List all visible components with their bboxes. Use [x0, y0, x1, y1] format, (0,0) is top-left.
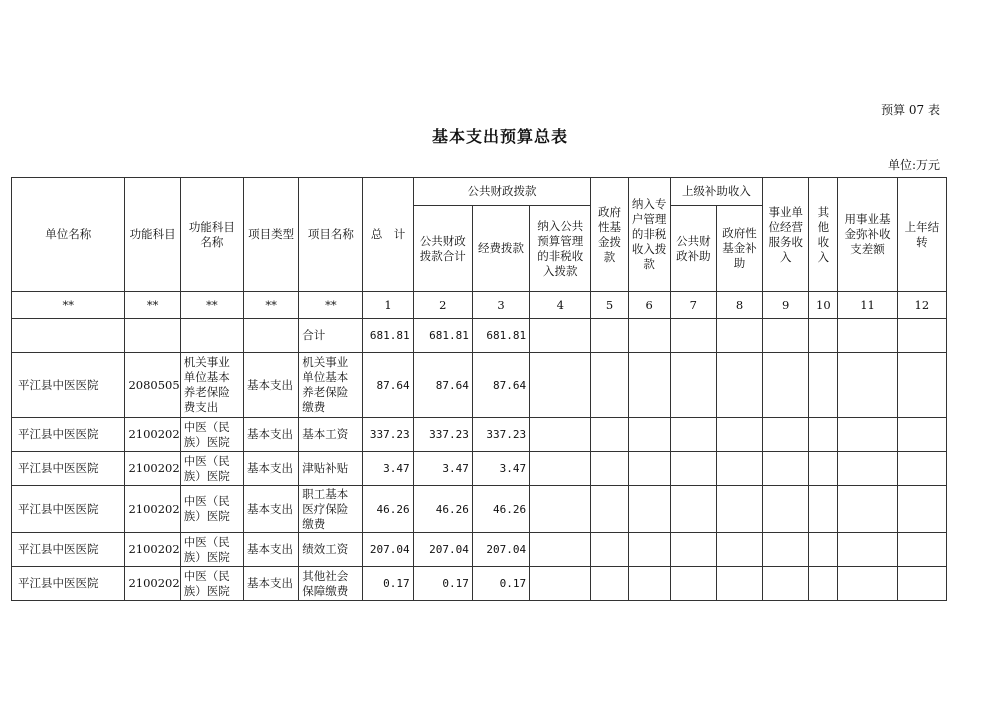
header-balance-fund: 用事业基金弥补收支差额 — [838, 178, 897, 292]
public-total-cell: 337.23 — [413, 418, 472, 452]
empty-cell — [670, 452, 716, 486]
project-type-cell: 基本支出 — [243, 567, 298, 601]
code-cell: 9 — [763, 292, 809, 319]
project-name-cell: 绩效工资 — [299, 533, 363, 567]
empty-cell — [530, 486, 591, 533]
empty-cell — [809, 486, 838, 533]
empty-cell — [628, 533, 670, 567]
empty-cell — [670, 533, 716, 567]
total-public-value: 681.81 — [413, 319, 472, 353]
project-type-cell: 基本支出 — [243, 486, 298, 533]
total-cell: 87.64 — [363, 353, 413, 418]
table-row — [12, 567, 947, 601]
empty-cell — [716, 567, 762, 601]
header-superior-subsidy: 上级补助收入 — [670, 178, 762, 206]
empty-cell — [838, 353, 897, 418]
public-total-cell: 87.64 — [413, 353, 472, 418]
unit-cell: 平江县中医医院 — [12, 418, 125, 452]
code-cell: 11 — [838, 292, 897, 319]
empty-cell — [763, 418, 809, 452]
public-total-cell: 0.17 — [413, 567, 472, 601]
funding-cell: 46.26 — [472, 486, 529, 533]
empty-cell — [628, 418, 670, 452]
code-cell: 6 — [628, 292, 670, 319]
header-business-income: 事业单位经营服务收入 — [763, 178, 809, 292]
total-cell: 46.26 — [363, 486, 413, 533]
funding-cell: 207.04 — [472, 533, 529, 567]
func-code-cell: 2100202 — [125, 452, 180, 486]
header-project-name: 项目名称 — [299, 178, 363, 292]
empty-cell — [763, 567, 809, 601]
budget-table — [11, 177, 947, 601]
unit-cell: 平江县中医医院 — [12, 486, 125, 533]
form-number: 预算 07 表 — [881, 103, 940, 117]
empty-cell — [670, 418, 716, 452]
empty-cell — [530, 418, 591, 452]
table-row — [12, 418, 947, 452]
empty-cell — [897, 486, 946, 533]
empty-cell — [591, 353, 628, 418]
empty-cell — [591, 418, 628, 452]
empty-cell — [838, 418, 897, 452]
public-total-cell: 207.04 — [413, 533, 472, 567]
total-cell: 3.47 — [363, 452, 413, 486]
header-func-name: 功能科目名称 — [180, 178, 243, 292]
header-funding: 经费拨款 — [472, 206, 529, 292]
empty-cell — [897, 533, 946, 567]
total-cell: 207.04 — [363, 533, 413, 567]
code-cell: 10 — [809, 292, 838, 319]
unit-label: 单位:万元 — [887, 158, 940, 172]
empty-cell — [763, 452, 809, 486]
total-value: 681.81 — [363, 319, 413, 353]
empty-cell — [628, 353, 670, 418]
code-cell: 12 — [897, 292, 946, 319]
code-cell: 8 — [716, 292, 762, 319]
total-cell: 337.23 — [363, 418, 413, 452]
header-superior-gov-fund: 政府性基金补助 — [716, 206, 762, 292]
code-cell: 1 — [363, 292, 413, 319]
code-cell: ** — [180, 292, 243, 319]
code-cell: 3 — [472, 292, 529, 319]
empty-cell — [670, 486, 716, 533]
header-project-type: 项目类型 — [243, 178, 298, 292]
empty-cell — [809, 567, 838, 601]
header-gov-fund: 政府性基金拨款 — [591, 178, 628, 292]
empty-cell — [809, 353, 838, 418]
code-cell: 7 — [670, 292, 716, 319]
header-total: 总 计 — [363, 178, 413, 292]
project-name-cell: 机关事业单位基本养老保险缴费 — [299, 353, 363, 418]
header-public-finance: 公共财政拨款 — [413, 178, 591, 206]
project-type-cell: 基本支出 — [243, 353, 298, 418]
table-row — [12, 486, 947, 533]
total-funding-value: 681.81 — [472, 319, 529, 353]
func-code-cell: 2100202 — [125, 418, 180, 452]
public-total-cell: 46.26 — [413, 486, 472, 533]
header-func-code: 功能科目 — [125, 178, 180, 292]
project-name-cell: 职工基本医疗保险缴费 — [299, 486, 363, 533]
empty-cell — [716, 418, 762, 452]
empty-cell — [838, 567, 897, 601]
header-superior-public: 公共财政补助 — [670, 206, 716, 292]
unit-cell: 平江县中医医院 — [12, 452, 125, 486]
empty-cell — [763, 486, 809, 533]
func-name-cell: 中医（民族）医院 — [180, 533, 243, 567]
empty-cell — [897, 418, 946, 452]
project-name-cell: 其他社会保障缴费 — [299, 567, 363, 601]
unit-cell: 平江县中医医院 — [12, 533, 125, 567]
header-last-year-carry: 上年结转 — [897, 178, 946, 292]
empty-cell — [591, 533, 628, 567]
func-name-cell: 中医（民族）医院 — [180, 486, 243, 533]
func-name-cell: 机关事业单位基本养老保险费支出 — [180, 353, 243, 418]
func-code-cell: 2100202 — [125, 533, 180, 567]
empty-cell — [838, 533, 897, 567]
empty-cell — [809, 452, 838, 486]
table-row — [12, 452, 947, 486]
empty-cell — [530, 353, 591, 418]
project-type-cell: 基本支出 — [243, 452, 298, 486]
code-cell: 5 — [591, 292, 628, 319]
header-other-income: 其他收入 — [809, 178, 838, 292]
func-name-cell: 中医（民族）医院 — [180, 567, 243, 601]
header-public-finance-total: 公共财政拨款合计 — [413, 206, 472, 292]
empty-cell — [897, 353, 946, 418]
empty-cell — [530, 452, 591, 486]
project-name-cell: 基本工资 — [299, 418, 363, 452]
code-cell: ** — [243, 292, 298, 319]
empty-cell — [628, 567, 670, 601]
empty-cell — [670, 353, 716, 418]
func-name-cell: 中医（民族）医院 — [180, 452, 243, 486]
code-cell: ** — [299, 292, 363, 319]
empty-cell — [897, 452, 946, 486]
func-name-cell: 中医（民族）医院 — [180, 418, 243, 452]
func-code-cell: 2080505 — [125, 353, 180, 418]
empty-cell — [809, 533, 838, 567]
empty-cell — [628, 452, 670, 486]
empty-cell — [763, 533, 809, 567]
empty-cell — [763, 353, 809, 418]
code-cell: 2 — [413, 292, 472, 319]
funding-cell: 0.17 — [472, 567, 529, 601]
empty-cell — [628, 486, 670, 533]
empty-cell — [530, 533, 591, 567]
funding-cell: 3.47 — [472, 452, 529, 486]
code-cell: ** — [125, 292, 180, 319]
empty-cell — [716, 486, 762, 533]
public-total-cell: 3.47 — [413, 452, 472, 486]
unit-cell: 平江县中医医院 — [12, 567, 125, 601]
code-cell: 4 — [530, 292, 591, 319]
table-row — [12, 533, 947, 567]
empty-cell — [591, 452, 628, 486]
code-cell: ** — [12, 292, 125, 319]
empty-cell — [838, 452, 897, 486]
unit-cell: 平江县中医医院 — [12, 353, 125, 418]
table-row — [12, 353, 947, 418]
func-code-cell: 2100202 — [125, 567, 180, 601]
empty-cell — [897, 567, 946, 601]
project-name-cell: 津贴补贴 — [299, 452, 363, 486]
code-row — [12, 292, 947, 319]
empty-cell — [809, 418, 838, 452]
page-title: 基本支出预算总表 — [431, 127, 568, 146]
header-special-nontax: 纳入专户管理的非税收入拨款 — [628, 178, 670, 292]
empty-cell — [838, 486, 897, 533]
funding-cell: 337.23 — [472, 418, 529, 452]
total-label: 合计 — [299, 319, 363, 353]
empty-cell — [591, 486, 628, 533]
total-row — [12, 319, 947, 353]
empty-cell — [716, 452, 762, 486]
empty-cell — [670, 567, 716, 601]
project-type-cell: 基本支出 — [243, 533, 298, 567]
empty-cell — [716, 353, 762, 418]
empty-cell — [530, 567, 591, 601]
funding-cell: 87.64 — [472, 353, 529, 418]
header-nontax: 纳入公共预算管理的非税收入拨款 — [530, 206, 591, 292]
empty-cell — [716, 533, 762, 567]
header-row-top — [12, 178, 947, 206]
func-code-cell: 2100202 — [125, 486, 180, 533]
empty-cell — [591, 567, 628, 601]
project-type-cell: 基本支出 — [243, 418, 298, 452]
total-cell: 0.17 — [363, 567, 413, 601]
header-unit-name: 单位名称 — [12, 178, 125, 292]
